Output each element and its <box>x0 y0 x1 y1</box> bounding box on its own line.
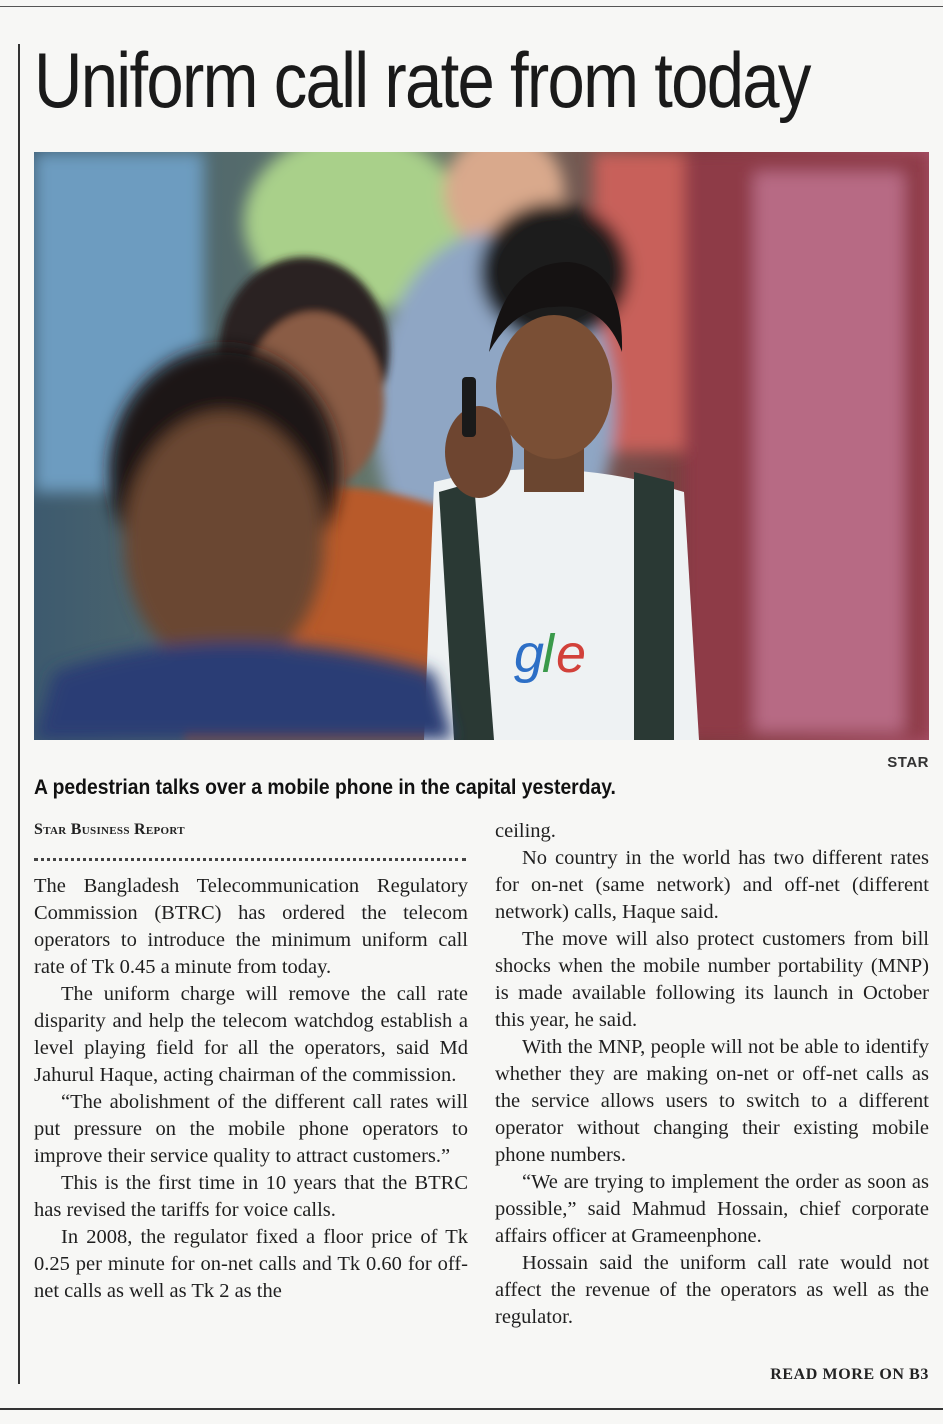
article-column-1 <box>34 873 468 1305</box>
news-photo <box>34 152 929 740</box>
paragraph: “We are trying to implement the order as soon as possible,” said Mahmud Hossain, chief corporate affairs officer at Grameenphone. <box>495 1171 929 1247</box>
paragraph: In 2008, the regulator fixed a floor price of Tk 0.25 per minute for on-net calls and Tk 0.60 for off-net calls as well as Tk 2 as the <box>34 1226 468 1302</box>
left-column-rule <box>18 44 20 1384</box>
photo-caption: A pedestrian talks over a mobile phone in the capital yesterday. <box>34 776 616 799</box>
article-column-2 <box>495 818 929 1331</box>
svg-text:l: l <box>542 624 554 684</box>
paragraph: No country in the world has two different rates for on-net (same network) and off-net (different network) calls, Haque said. <box>495 847 929 923</box>
paragraph: The move will also protect customers from bill shocks when the mobile number portability (MNP) is made available following its launch in October this year, he said. <box>495 928 929 1031</box>
byline-dotted-rule <box>34 858 466 861</box>
pedestrian-photo-image <box>34 152 929 740</box>
headline: Uniform call rate from today <box>34 36 810 124</box>
read-more-link[interactable]: READ MORE ON B3 <box>770 1366 929 1383</box>
byline: Star Business Report <box>34 821 185 838</box>
svg-text:g: g <box>514 624 545 684</box>
paragraph: The uniform charge will remove the call rate disparity and help the telecom watchdog establish a level playing field for all the operators, said Md Jahurul Haque, acting chairman of the commission. <box>34 983 468 1086</box>
paragraph: With the MNP, people will not be able to identify whether they are making on-net or off-net calls as the service allows users to switch to a different operator without changing their existing mobile phone numbers. <box>495 1036 929 1166</box>
paragraph: This is the first time in 10 years that the BTRC has revised the tariffs for voice calls. <box>34 1172 468 1221</box>
bottom-rule <box>0 1408 943 1410</box>
paragraph: “The abolishment of the different call rates will put pressure on the mobile phone operators to improve their service quality to attract customers.” <box>34 1091 468 1167</box>
top-rule <box>0 6 943 7</box>
paragraph: The Bangladesh Telecommunication Regulatory Commission (BTRC) has ordered the telecom operators to introduce the minimum uniform call rate of Tk 0.45 a minute from today. <box>34 875 468 978</box>
svg-text:e: e <box>556 624 587 684</box>
photo-credit: STAR <box>887 754 929 771</box>
paragraph: Hossain said the uniform call rate would not affect the revenue of the operators as well as the regulator. <box>495 1252 929 1328</box>
paragraph: ceiling. <box>495 820 556 842</box>
